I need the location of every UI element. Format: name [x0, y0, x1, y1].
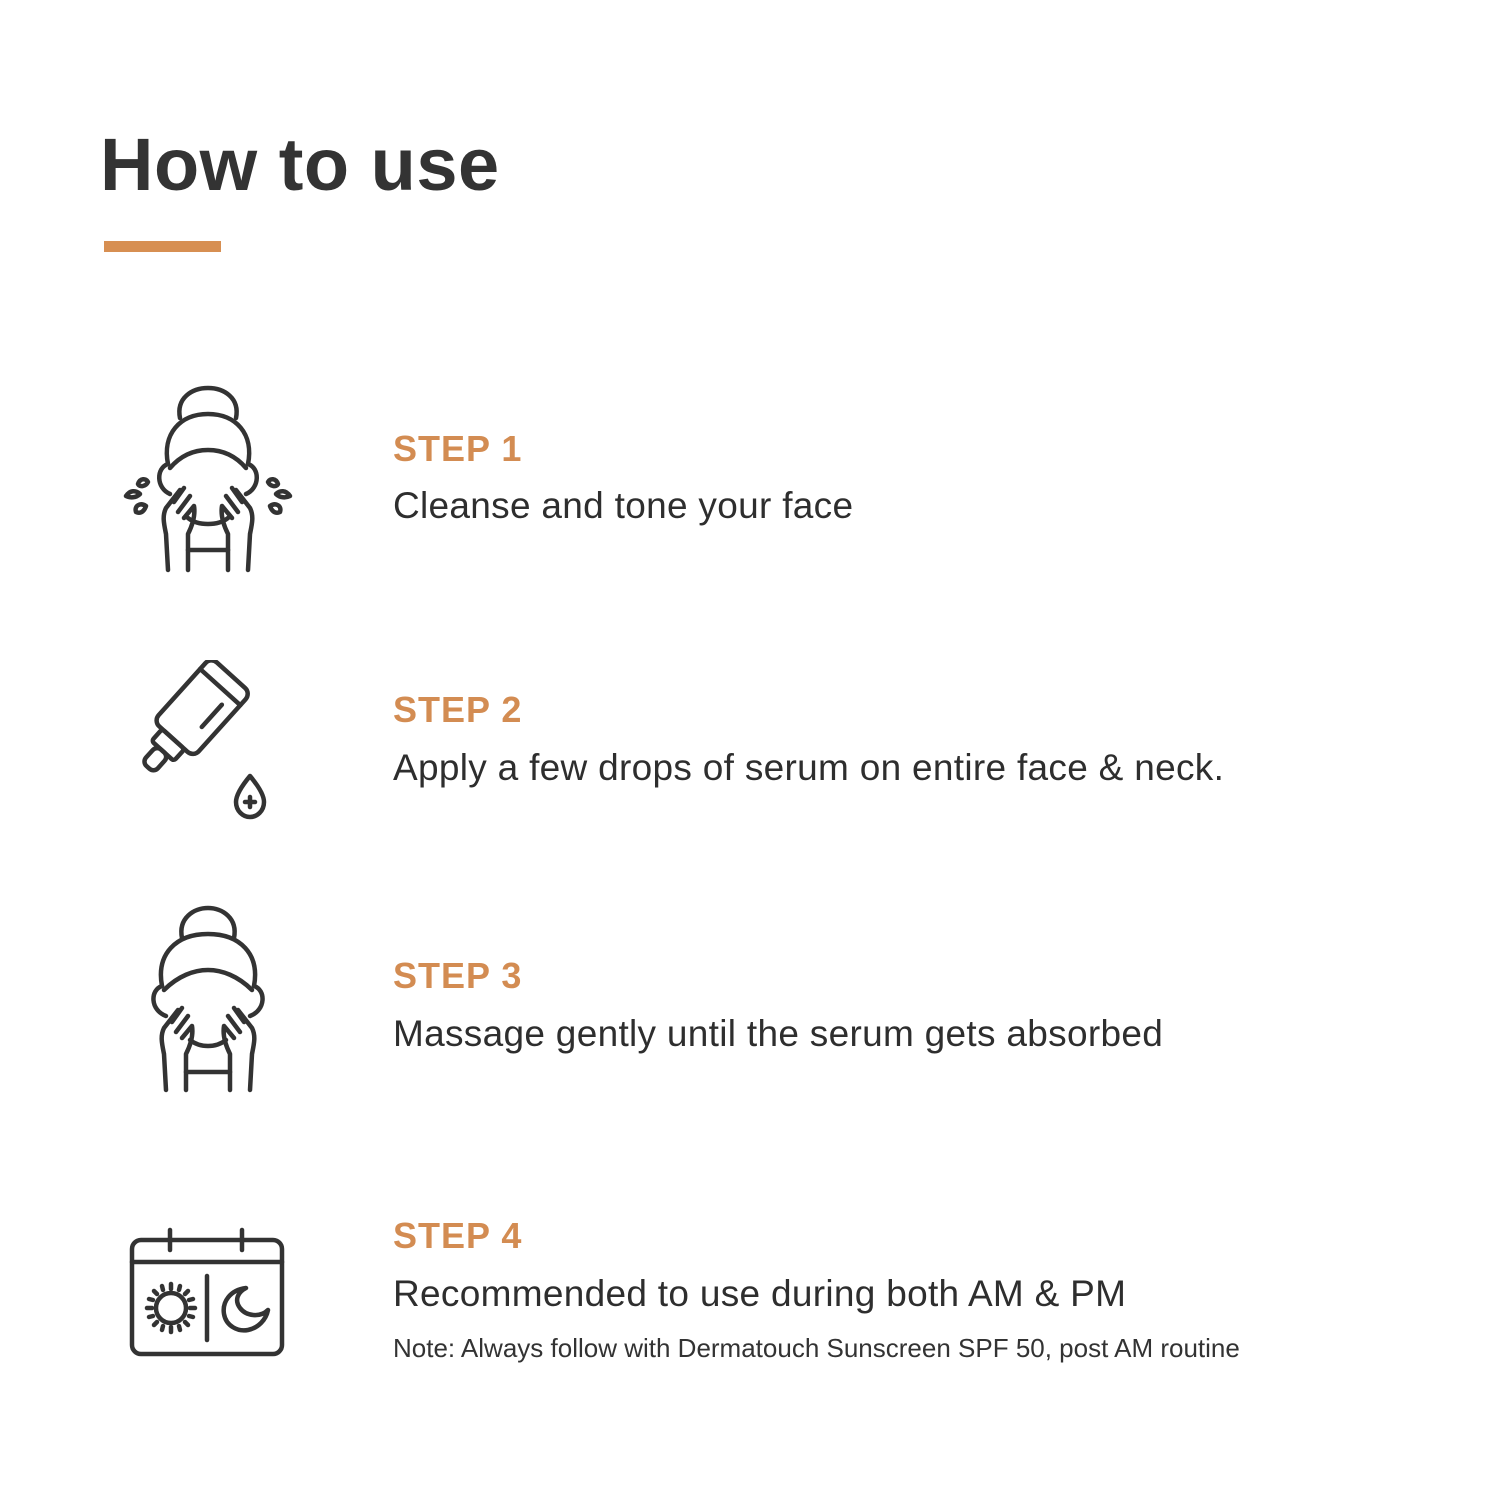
- step-label: STEP 3: [393, 955, 523, 996]
- face-wash-icon: [118, 384, 298, 576]
- step-description: Recommended to use during both AM & PM: [393, 1273, 1127, 1314]
- step-description: Apply a few drops of serum on entire face & neck.: [393, 747, 1225, 788]
- step-label: STEP 1: [393, 428, 523, 469]
- page-title: How to use: [100, 123, 500, 206]
- title-underline: [104, 241, 221, 252]
- step-note: Note: Always follow with Dermatouch Sunscreen SPF 50, post AM routine: [393, 1333, 1240, 1363]
- dropper-bottle-icon: [140, 660, 280, 825]
- face-massage-icon: [148, 904, 268, 1094]
- step-description: Cleanse and tone your face: [393, 485, 854, 526]
- step-label: STEP 4: [393, 1215, 523, 1256]
- calendar-day-night-icon: [128, 1226, 288, 1360]
- step-label: STEP 2: [393, 689, 523, 730]
- step-description: Massage gently until the serum gets absorbed: [393, 1013, 1164, 1054]
